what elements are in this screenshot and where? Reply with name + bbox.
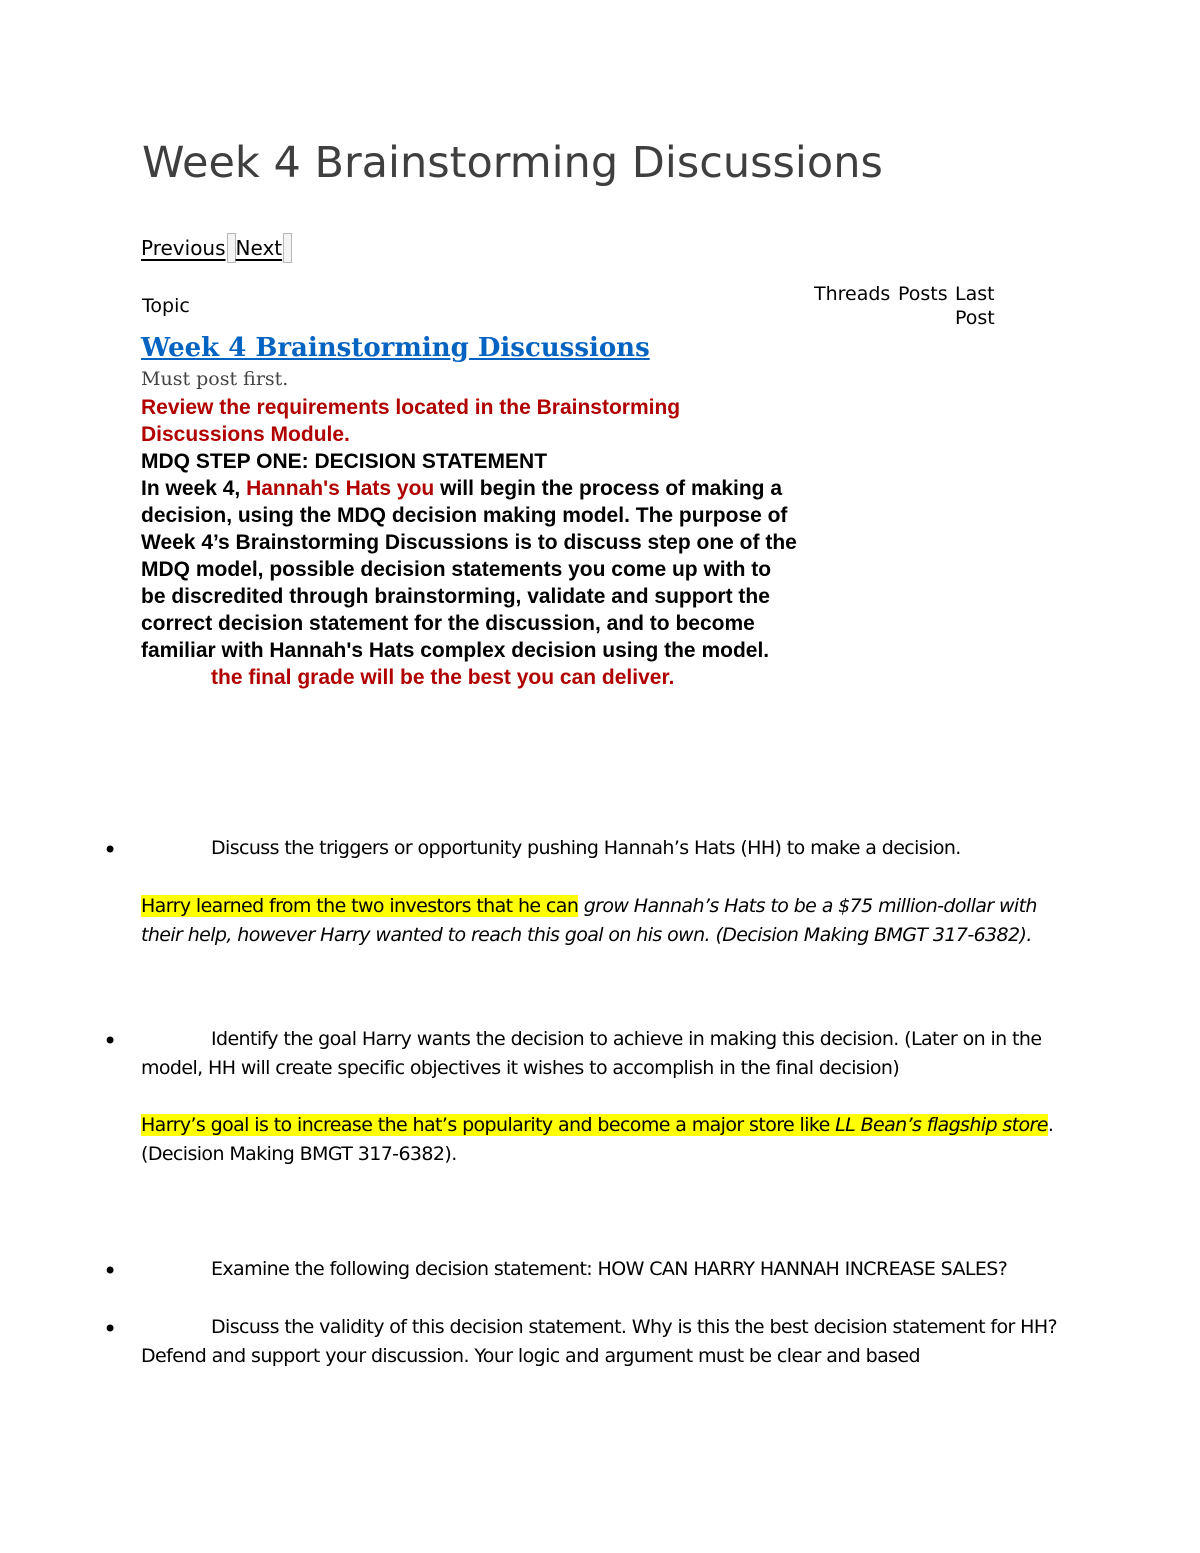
pagination-nav: [141, 233, 292, 263]
step-heading: MDQ STEP ONE: DECISION STATEMENT: [141, 450, 548, 473]
prompt-item-2: Identify the goal Harry wants the decision to achieve in making this decision. (Later on in the model, HH will create specific objectives it wishes to accomplish in the final decision): [141, 1028, 1042, 1079]
prompt-item-4: Discuss the validity of this decision statement. Why is this the best decision statement for HH? Defend and support your discussion. Your logic and argument must be clear and based: [141, 1316, 1058, 1367]
next-link[interactable]: Next: [235, 236, 283, 260]
threads-column-header: Threads: [814, 283, 891, 305]
page-title: Week 4 Brainstorming Discussions: [142, 138, 883, 188]
separator-box: [227, 233, 236, 263]
closing-note: the final grade will be the best you can deliver.: [211, 666, 675, 689]
intro-paragraph: In week 4, Hannah's Hats you will begin the process of making a decision, using the MDQ decision making model. The purpose of Week 4’s Brainstorming Discussions is to discuss step one of the MDQ model, possible decision statements you come up with to be discredited through brainstorming, validate and support the correct decision statement for the discussion, and to become familiar with Hannah's Hats complex decision using the model.: [141, 477, 797, 662]
previous-link[interactable]: Previous: [141, 236, 226, 260]
prompt-item-3: Examine the following decision statement: HOW CAN HARRY HANNAH INCREASE SALES?: [211, 1258, 1008, 1280]
last-post-column-header: Last Post: [955, 283, 995, 329]
posts-column-header: Posts: [898, 283, 948, 305]
separator-box: [283, 233, 292, 263]
prompt-item-1: Discuss the triggers or opportunity pushing Hannah’s Hats (HH) to make a decision.: [211, 837, 961, 859]
bullet-1: •: [103, 836, 118, 864]
review-requirements-text: Review the requirements located in the Brainstorming Discussions Module.: [141, 396, 681, 446]
answer-2: Harry’s goal is to increase the hat’s popularity and become a major store like LL Bean’s flagship store. (Decision Making BMGT 317-6382).: [141, 1114, 1054, 1165]
bullet-2: •: [103, 1027, 118, 1055]
topic-title-link[interactable]: Week 4 Brainstorming Discussions: [141, 333, 650, 363]
must-post-note: Must post first.: [141, 368, 289, 390]
topic-column-header: Topic: [142, 295, 190, 317]
bullet-4: •: [103, 1315, 118, 1343]
topic-description: [141, 394, 801, 691]
answer-1: Harry learned from the two investors that he can grow Hannah’s Hats to be a $75 million-dollar with their help, however Harry wanted to reach this goal on his own. (Decision Making BMGT 317-6382).: [141, 895, 1037, 946]
bullet-3: •: [103, 1257, 118, 1285]
